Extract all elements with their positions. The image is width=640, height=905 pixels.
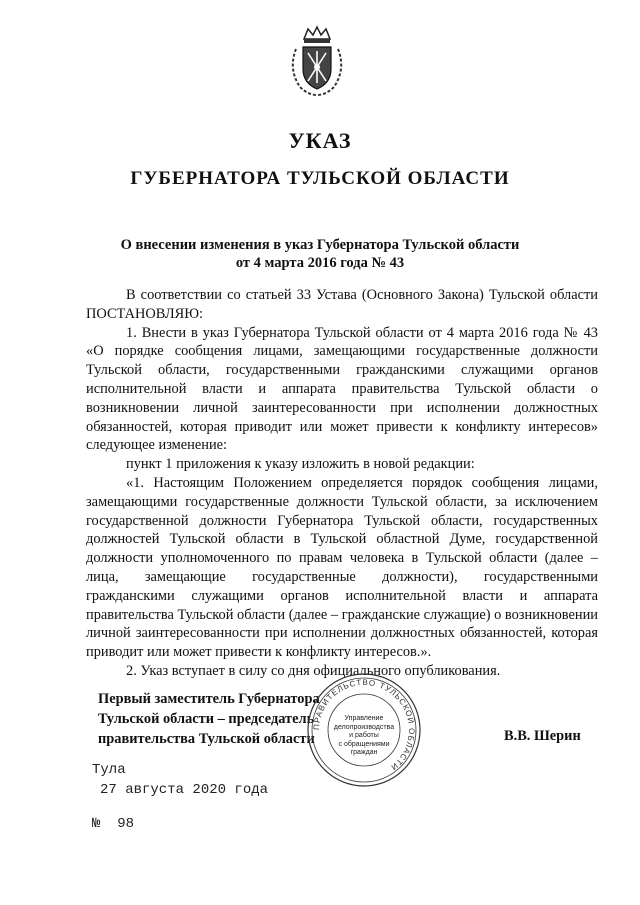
body-paragraph: пункт 1 приложения к указу изложить в новой редакции: xyxy=(126,456,475,473)
signatory-position-line: правительства Тульской области xyxy=(98,731,315,747)
issue-city: Тула xyxy=(92,762,126,778)
stamp-line: граждан xyxy=(350,749,378,756)
stamp-ring-text: ПРАВИТЕЛЬСТВО ТУЛЬСКОЙ ОБЛАСТИ xyxy=(311,677,417,773)
stamp-center-text xyxy=(325,715,403,758)
signatory-position-line: Первый заместитель Губернатора xyxy=(98,691,320,707)
stamp-line: делопроизводства xyxy=(333,723,395,731)
decree-subject xyxy=(90,236,550,272)
subject-line: О внесении изменения в указ Губернатора Тульской области xyxy=(120,237,520,253)
body-paragraph: «1. Настоящим Положением определяется порядок сообщения лицами, замещающими государственные должности Тульской области, за исключением государственной должности Губернатора Тульской области, государственных должностей Тульской области в Тульской областной Думе, государственной должности уполномоченного по правам человека в Тульской области (далее – лица, замещающие государственные должности), государственными гражданскими служащими органов исполнительной власти и аппарата правительства Тульской области (далее – гражданские служащие) о возникновении личной заинтересованности при исполнении должностных обязанностей, которая приводит или может привести к конфликту интересов.». xyxy=(86,474,598,661)
subject-line: от 4 марта 2016 года № 43 xyxy=(235,255,405,271)
signatory-name: В.В. Шерин xyxy=(504,728,581,744)
decree-body xyxy=(86,286,598,681)
signatory-position-line: Тульской области – председатель xyxy=(98,711,315,727)
stamp-line: с обращениями xyxy=(338,740,390,748)
decree-number: № 98 xyxy=(92,816,135,832)
tula-coat-of-arms-icon xyxy=(286,25,348,97)
stamp-line: Управление xyxy=(344,715,384,722)
body-paragraph: 1. Внести в указ Губернатора Тульской области от 4 марта 2016 года № 43 «О порядке сообщения лицами, замещающими государственные должности Тульской области, государственными гражданскими служащими органов исполнительной власти и аппарата правительства Тульской области о возникновении личной заинтересованности при исполнении должностных обязанностей, которая приводит или может привести к конфликту интересов» следующее изменение: xyxy=(86,324,598,454)
body-paragraph: 2. Указ вступает в силу со дня официального опубликования. xyxy=(126,662,501,679)
body-paragraph: В соответствии со статьей 33 Устава (Основного Закона) Тульской области ПОСТАНОВЛЯЮ: xyxy=(86,287,598,322)
issuer-title: ГУБЕРНАТОРА ТУЛЬСКОЙ ОБЛАСТИ xyxy=(130,168,510,189)
issue-date: 27 августа 2020 года xyxy=(100,782,269,798)
document-type-title: УКАЗ xyxy=(288,128,352,153)
stamp-line: и работы xyxy=(349,732,379,739)
